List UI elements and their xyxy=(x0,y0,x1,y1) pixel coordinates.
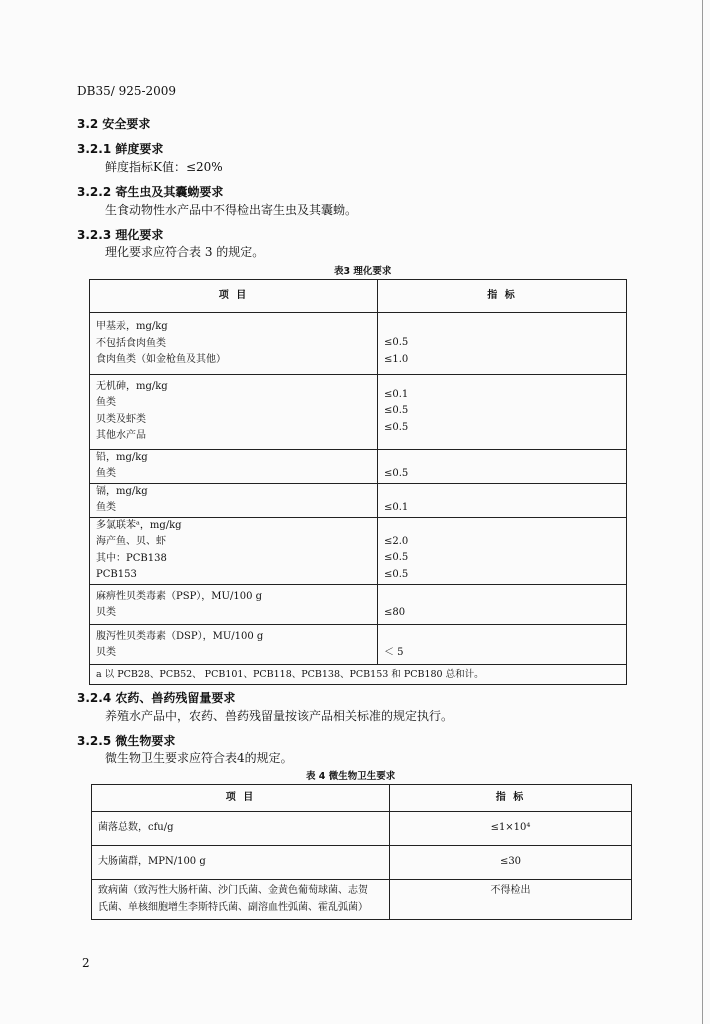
table-4-caption: 表 4 微生物卫生要求 xyxy=(306,771,396,782)
table-cell-value xyxy=(378,584,627,624)
section-3-2-5-text: 微生物卫生要求应符合表4的规定。 xyxy=(105,751,293,765)
table-cell-value xyxy=(378,517,627,584)
cell-value: ≤0.1 xyxy=(384,501,409,513)
table-cell-item xyxy=(90,374,378,449)
table-cell-value xyxy=(378,313,627,375)
table-row xyxy=(90,517,627,584)
page-edge-line xyxy=(702,0,703,1024)
cell-value: ≤0.5 xyxy=(384,552,409,563)
cell-value: ≤0.5 xyxy=(384,421,409,433)
cell-line: 贝类 xyxy=(96,607,116,618)
table-row xyxy=(90,483,627,517)
section-3-2-3-text: 理化要求应符合表 3 的规定。 xyxy=(105,245,265,259)
section-3-2-1-text: 鲜度指标K值：≤20% xyxy=(105,160,223,174)
cell-line: 镉，mg/kg xyxy=(96,485,148,497)
table-cell-item xyxy=(90,624,378,664)
section-3-2-1-heading: 3.2.1 鲜度要求 xyxy=(77,142,164,156)
table-row xyxy=(90,374,627,449)
cell-line: 食肉鱼类（如金枪鱼及其他） xyxy=(96,354,226,365)
cell-line: 贝类 xyxy=(96,647,116,658)
cell-value: ≤1.0 xyxy=(384,353,409,365)
column-header-index: 指 标 xyxy=(378,280,627,313)
table-row xyxy=(90,624,627,664)
column-header-index: 指 标 xyxy=(390,785,632,812)
table-row xyxy=(90,664,627,685)
cell-line: 鱼类 xyxy=(96,468,116,479)
document-id: DB35/ 925-2009 xyxy=(77,84,177,98)
cell-line: 氏菌、单核细胞增生李斯特氏菌、副溶血性弧菌、霍乱弧菌） xyxy=(98,901,368,913)
cell-line: 其中：PCB138 xyxy=(96,552,167,564)
table-cell-value: 不得检出 xyxy=(390,880,632,920)
cell-line: 无机砷，mg/kg xyxy=(96,380,168,392)
table-cell-item xyxy=(90,483,378,517)
table-row xyxy=(92,785,632,812)
cell-value: ≤0.5 xyxy=(384,568,409,580)
column-header-item: 项 目 xyxy=(90,280,378,313)
section-3-2-3-heading: 3.2.3 理化要求 xyxy=(77,228,164,242)
table-3 xyxy=(89,279,627,685)
cell-line: 甲基汞，mg/kg xyxy=(96,321,168,332)
table-row xyxy=(90,449,627,483)
table-cell-item xyxy=(90,584,378,624)
section-3-2-heading: 3.2 安全要求 xyxy=(77,117,151,131)
table-cell-value xyxy=(378,449,627,483)
column-header-item: 项 目 xyxy=(92,785,390,812)
table-row xyxy=(90,280,627,313)
cell-line: 腹泻性贝类毒素（DSP），MU/100 g xyxy=(96,630,264,642)
table-cell-item xyxy=(92,880,390,920)
table-cell-value xyxy=(378,374,627,449)
table-row xyxy=(90,313,627,375)
cell-line: 致病菌（致泻性大肠杆菌、沙门氏菌、金黄色葡萄球菌、志贺 xyxy=(98,885,368,896)
table-cell-value: ≤1×10⁴ xyxy=(390,812,632,846)
table-cell-value: ≤30 xyxy=(390,846,632,880)
table-cell-item xyxy=(90,449,378,483)
table-cell-item: 大肠菌群，MPN/100 g xyxy=(92,846,390,880)
table-row xyxy=(92,812,632,846)
table-cell-item: 菌落总数，cfu/g xyxy=(92,812,390,846)
table-3-caption: 表3 理化要求 xyxy=(334,266,392,277)
cell-line: PCB153 xyxy=(96,569,137,580)
table-row xyxy=(92,880,632,920)
table-row xyxy=(90,584,627,624)
cell-value: ≤80 xyxy=(384,606,406,618)
cell-value: ≤0.5 xyxy=(384,337,409,348)
section-3-2-2-heading: 3.2.2 寄生虫及其囊蚴要求 xyxy=(77,185,224,199)
table-cell-item xyxy=(90,517,378,584)
section-3-2-4-text: 养殖水产品中，农药、兽药残留量按该产品相关标准的规定执行。 xyxy=(105,709,454,723)
cell-value: ≤0.1 xyxy=(384,388,409,400)
table-row xyxy=(92,846,632,880)
cell-line: 铅，mg/kg xyxy=(96,451,148,463)
cell-value: ≤2.0 xyxy=(384,535,409,547)
table-3-footnote: a 以 PCB28、PCB52、 PCB101、PCB118、PCB138、PCB153 和 PCB180 总和计。 xyxy=(90,664,627,685)
cell-line: 不包括食肉鱼类 xyxy=(96,337,166,349)
cell-line: 鱼类 xyxy=(96,502,116,513)
table-cell-value xyxy=(378,624,627,664)
cell-line: 麻痹性贝类毒素（PSP），MU/100 g xyxy=(96,590,263,602)
table-4 xyxy=(91,784,632,920)
page-number: 2 xyxy=(82,956,90,970)
cell-line: 贝类及虾类 xyxy=(96,413,146,425)
cell-line: 海产鱼、贝、虾 xyxy=(96,536,166,547)
cell-line: 多氯联苯ᵃ，mg/kg xyxy=(96,519,182,531)
cell-value: ≤0.5 xyxy=(384,405,409,416)
table-cell-item xyxy=(90,313,378,375)
section-3-2-5-heading: 3.2.5 微生物要求 xyxy=(77,734,176,748)
cell-line: 鱼类 xyxy=(96,397,116,408)
cell-value: ＜ 5 xyxy=(384,646,404,658)
table-cell-value xyxy=(378,483,627,517)
cell-line: 其他水产品 xyxy=(96,430,146,441)
cell-value: ≤0.5 xyxy=(384,467,409,479)
section-3-2-4-heading: 3.2.4 农药、兽药残留量要求 xyxy=(77,691,236,705)
section-3-2-2-text: 生食动物性水产品中不得检出寄生虫及其囊蚴。 xyxy=(105,203,358,217)
